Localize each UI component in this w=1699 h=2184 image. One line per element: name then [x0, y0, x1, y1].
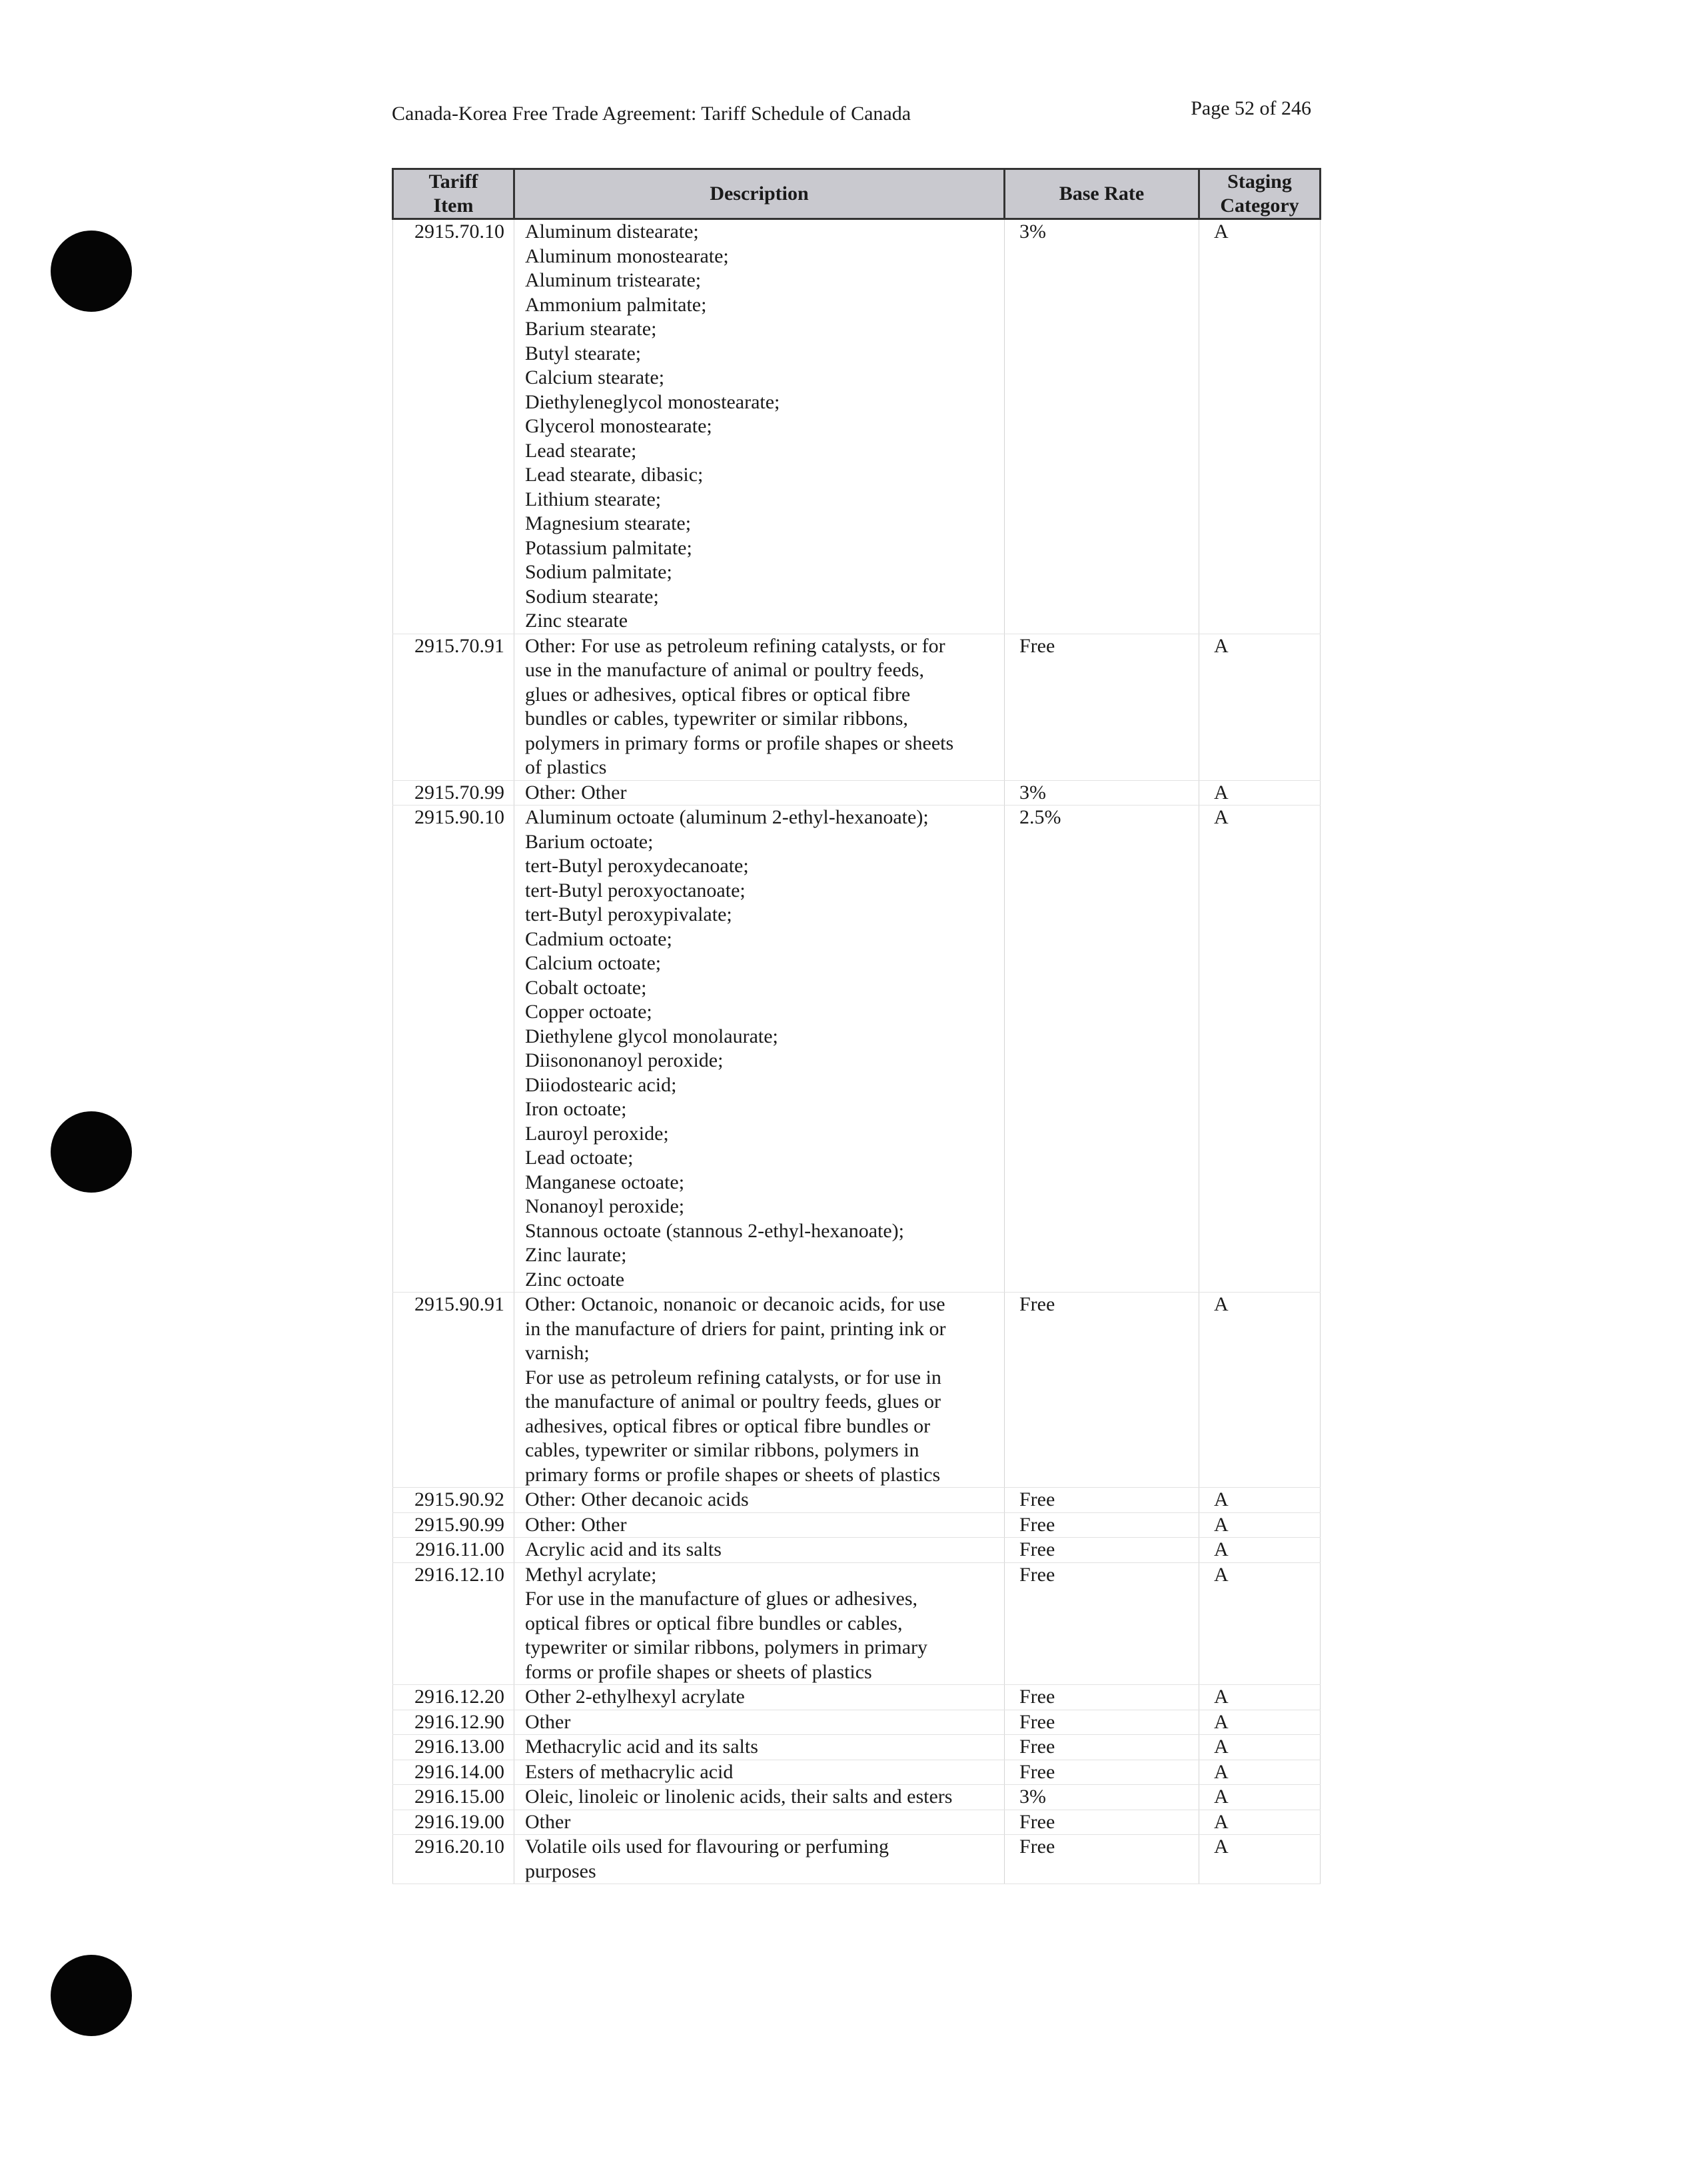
- description-line: Esters of methacrylic acid: [525, 1760, 734, 1783]
- page-number: Page 52 of 246: [1191, 97, 1311, 119]
- table-row: [393, 1562, 1321, 1685]
- table-header: [393, 169, 1321, 219]
- description-line: Lead octoate;: [525, 1147, 634, 1169]
- tariff-item-cell: 2915.70.10: [393, 219, 514, 634]
- table-row: [393, 780, 1321, 806]
- tariff-item-cell: 2915.70.91: [393, 634, 514, 780]
- description-line: Lithium stearate;: [525, 488, 662, 510]
- tariff-item-cell: 2916.19.00: [393, 1810, 514, 1835]
- base-rate-cell: Free: [1005, 1685, 1199, 1710]
- description-line: Other: Octanoic, nonanoic or decanoic acids, for use: [525, 1293, 945, 1315]
- staging-category-cell: A: [1199, 1538, 1321, 1563]
- description-line: Aluminum octoate (aluminum 2-ethyl-hexanoate);: [525, 806, 929, 828]
- tariff-item-cell: 2915.90.10: [393, 806, 514, 1293]
- description-line: use in the manufacture of animal or poultry feeds,: [525, 659, 924, 681]
- description-line: Acrylic acid and its salts: [525, 1538, 722, 1560]
- column-header-tariff-item: Tariff Item: [393, 169, 514, 219]
- table-row: [393, 806, 1321, 1293]
- description-line: Other: Other: [525, 781, 627, 804]
- description-line: polymers in primary forms or profile shapes or sheets: [525, 732, 954, 754]
- description-line: tert-Butyl peroxypivalate;: [525, 903, 732, 925]
- binder-hole-top: [51, 231, 132, 312]
- description-line: Methacrylic acid and its salts: [525, 1736, 758, 1758]
- description-line: Magnesium stearate;: [525, 512, 692, 534]
- table-row: [393, 1835, 1321, 1884]
- description-line: Aluminum tristearate;: [525, 269, 702, 291]
- tariff-item-cell: 2915.90.91: [393, 1293, 514, 1488]
- description-cell: [514, 1760, 1005, 1785]
- tariff-item-cell: 2916.20.10: [393, 1835, 514, 1884]
- description-line: glues or adhesives, optical fibres or optical fibre: [525, 683, 911, 706]
- description-line: Cadmium octoate;: [525, 927, 672, 950]
- description-line: Diethyleneglycol monostearate;: [525, 390, 780, 413]
- description-line: Sodium palmitate;: [525, 561, 672, 583]
- description-cell: [514, 1685, 1005, 1710]
- description-line: bundles or cables, typewriter or similar ribbons,: [525, 708, 908, 730]
- column-header-staging-category: Staging Category: [1199, 169, 1321, 219]
- table-row: [393, 1735, 1321, 1760]
- description-line: forms or profile shapes or sheets of plastics: [525, 1660, 872, 1683]
- base-rate-cell: Free: [1005, 1538, 1199, 1563]
- binder-hole-bottom: [51, 1955, 132, 2036]
- staging-category-cell: A: [1199, 1760, 1321, 1785]
- tariff-item-cell: 2915.90.99: [393, 1512, 514, 1538]
- description-line: adhesives, optical fibres or optical fibre bundles or: [525, 1414, 931, 1437]
- description-line: optical fibres or optical fibre bundles or cables,: [525, 1612, 903, 1634]
- description-line: the manufacture of animal or poultry feeds, glues or: [525, 1390, 941, 1412]
- tariff-schedule-table: [392, 168, 1321, 1884]
- description-line: Other: Other decanoic acids: [525, 1488, 749, 1510]
- description-cell: [514, 1562, 1005, 1685]
- staging-category-cell: A: [1199, 1810, 1321, 1835]
- description-line: Barium stearate;: [525, 318, 657, 340]
- staging-category-cell: A: [1199, 806, 1321, 1293]
- base-rate-cell: 3%: [1005, 780, 1199, 806]
- description-cell: [514, 1488, 1005, 1513]
- description-line: Ammonium palmitate;: [525, 293, 707, 316]
- description-line: Volatile oils used for flavouring or perfuming: [525, 1836, 889, 1858]
- table-row: [393, 1538, 1321, 1563]
- description-line: Other 2-ethylhexyl acrylate: [525, 1686, 745, 1708]
- table-row: [393, 1685, 1321, 1710]
- description-line: Calcium octoate;: [525, 952, 662, 974]
- description-line: Oleic, linoleic or linolenic acids, their salts and esters: [525, 1786, 953, 1808]
- tariff-item-cell: 2916.13.00: [393, 1735, 514, 1760]
- description-line: Zinc octoate: [525, 1268, 625, 1291]
- table-row: [393, 1512, 1321, 1538]
- description-cell: [514, 1293, 1005, 1488]
- staging-category-cell: A: [1199, 1562, 1321, 1685]
- staging-category-cell: A: [1199, 1735, 1321, 1760]
- description-cell: [514, 219, 1005, 634]
- description-line: in the manufacture of driers for paint, printing ink or: [525, 1317, 946, 1340]
- table-row: [393, 1710, 1321, 1735]
- description-cell: [514, 1835, 1005, 1884]
- staging-category-cell: A: [1199, 1488, 1321, 1513]
- base-rate-cell: 3%: [1005, 1785, 1199, 1810]
- description-line: Aluminum monostearate;: [525, 245, 729, 267]
- tariff-item-cell: 2916.14.00: [393, 1760, 514, 1785]
- description-line: Butyl stearate;: [525, 342, 642, 364]
- tariff-item-cell: 2916.12.90: [393, 1710, 514, 1735]
- table-row: [393, 1293, 1321, 1488]
- description-cell: [514, 780, 1005, 806]
- tariff-item-cell: 2915.90.92: [393, 1488, 514, 1513]
- description-line: Potassium palmitate;: [525, 536, 692, 559]
- description-line: Glycerol monostearate;: [525, 415, 712, 437]
- tariff-item-cell: 2915.70.99: [393, 780, 514, 806]
- tariff-item-cell: 2916.11.00: [393, 1538, 514, 1563]
- description-line: Stannous octoate (stannous 2-ethyl-hexanoate);: [525, 1219, 905, 1242]
- staging-category-cell: A: [1199, 1710, 1321, 1735]
- description-line: Zinc stearate: [525, 610, 628, 632]
- base-rate-cell: Free: [1005, 1512, 1199, 1538]
- page-header: [392, 97, 1311, 131]
- table-row: [393, 634, 1321, 780]
- description-line: Aluminum distearate;: [525, 221, 699, 243]
- description-line: Sodium stearate;: [525, 585, 659, 608]
- base-rate-cell: Free: [1005, 634, 1199, 780]
- description-cell: [514, 634, 1005, 780]
- description-line: Cobalt octoate;: [525, 976, 647, 999]
- description-line: cables, typewriter or similar ribbons, polymers in: [525, 1439, 919, 1461]
- staging-category-cell: A: [1199, 1293, 1321, 1488]
- base-rate-cell: 2.5%: [1005, 806, 1199, 1293]
- base-rate-cell: Free: [1005, 1760, 1199, 1785]
- staging-category-cell: A: [1199, 1685, 1321, 1710]
- description-line: Other: Other: [525, 1513, 627, 1536]
- base-rate-cell: Free: [1005, 1293, 1199, 1488]
- description-cell: [514, 1735, 1005, 1760]
- description-line: Methyl acrylate;: [525, 1563, 657, 1586]
- description-line: Other: [525, 1810, 571, 1833]
- description-line: tert-Butyl peroxyoctanoate;: [525, 879, 746, 901]
- staging-category-cell: A: [1199, 219, 1321, 634]
- staging-category-cell: A: [1199, 1512, 1321, 1538]
- document-title: Canada-Korea Free Trade Agreement: Tariff Schedule of Canada: [392, 103, 911, 125]
- description-line: varnish;: [525, 1342, 590, 1364]
- description-cell: [514, 1710, 1005, 1735]
- description-line: For use as petroleum refining catalysts, or for use in: [525, 1366, 941, 1388]
- description-line: Diethylene glycol monolaurate;: [525, 1025, 778, 1047]
- staging-category-cell: A: [1199, 780, 1321, 806]
- description-line: Manganese octoate;: [525, 1171, 685, 1193]
- table-row: [393, 1488, 1321, 1513]
- column-header-base-rate: Base Rate: [1005, 169, 1199, 219]
- description-cell: [514, 806, 1005, 1293]
- table-body: [393, 219, 1321, 1884]
- description-line: tert-Butyl peroxydecanoate;: [525, 855, 749, 877]
- description-line: Zinc laurate;: [525, 1244, 627, 1266]
- staging-category-cell: A: [1199, 1835, 1321, 1884]
- description-line: Nonanoyl peroxide;: [525, 1195, 685, 1217]
- description-line: For use in the manufacture of glues or adhesives,: [525, 1588, 917, 1610]
- table-row: [393, 1810, 1321, 1835]
- tariff-item-cell: 2916.12.10: [393, 1562, 514, 1685]
- description-line: of plastics: [525, 756, 607, 778]
- description-line: Diiodostearic acid;: [525, 1073, 677, 1096]
- description-cell: [514, 1538, 1005, 1563]
- description-line: Lead stearate, dibasic;: [525, 464, 704, 486]
- base-rate-cell: Free: [1005, 1735, 1199, 1760]
- staging-category-cell: A: [1199, 634, 1321, 780]
- binder-hole-middle: [51, 1111, 132, 1193]
- description-line: Iron octoate;: [525, 1098, 627, 1120]
- description-cell: [514, 1512, 1005, 1538]
- base-rate-cell: Free: [1005, 1835, 1199, 1884]
- tariff-item-cell: 2916.12.20: [393, 1685, 514, 1710]
- description-line: Calcium stearate;: [525, 366, 665, 388]
- base-rate-cell: Free: [1005, 1710, 1199, 1735]
- description-line: primary forms or profile shapes or sheets of plastics: [525, 1463, 941, 1486]
- description-cell: [514, 1810, 1005, 1835]
- column-header-description: Description: [514, 169, 1005, 219]
- tariff-item-cell: 2916.15.00: [393, 1785, 514, 1810]
- base-rate-cell: Free: [1005, 1810, 1199, 1835]
- description-line: Lauroyl peroxide;: [525, 1122, 669, 1145]
- base-rate-cell: 3%: [1005, 219, 1199, 634]
- table-row: [393, 219, 1321, 634]
- description-line: Other: [525, 1710, 571, 1733]
- base-rate-cell: Free: [1005, 1488, 1199, 1513]
- description-line: Lead stearate;: [525, 439, 637, 462]
- base-rate-cell: Free: [1005, 1562, 1199, 1685]
- staging-category-cell: A: [1199, 1785, 1321, 1810]
- description-line: typewriter or similar ribbons, polymers in primary: [525, 1636, 928, 1658]
- description-line: Diisononanoyl peroxide;: [525, 1049, 724, 1071]
- description-cell: [514, 1785, 1005, 1810]
- description-line: Copper octoate;: [525, 1001, 652, 1023]
- description-line: Barium octoate;: [525, 830, 654, 853]
- description-line: purposes: [525, 1860, 596, 1882]
- table-row: [393, 1785, 1321, 1810]
- table-row: [393, 1760, 1321, 1785]
- description-line: Other: For use as petroleum refining catalysts, or for: [525, 634, 945, 657]
